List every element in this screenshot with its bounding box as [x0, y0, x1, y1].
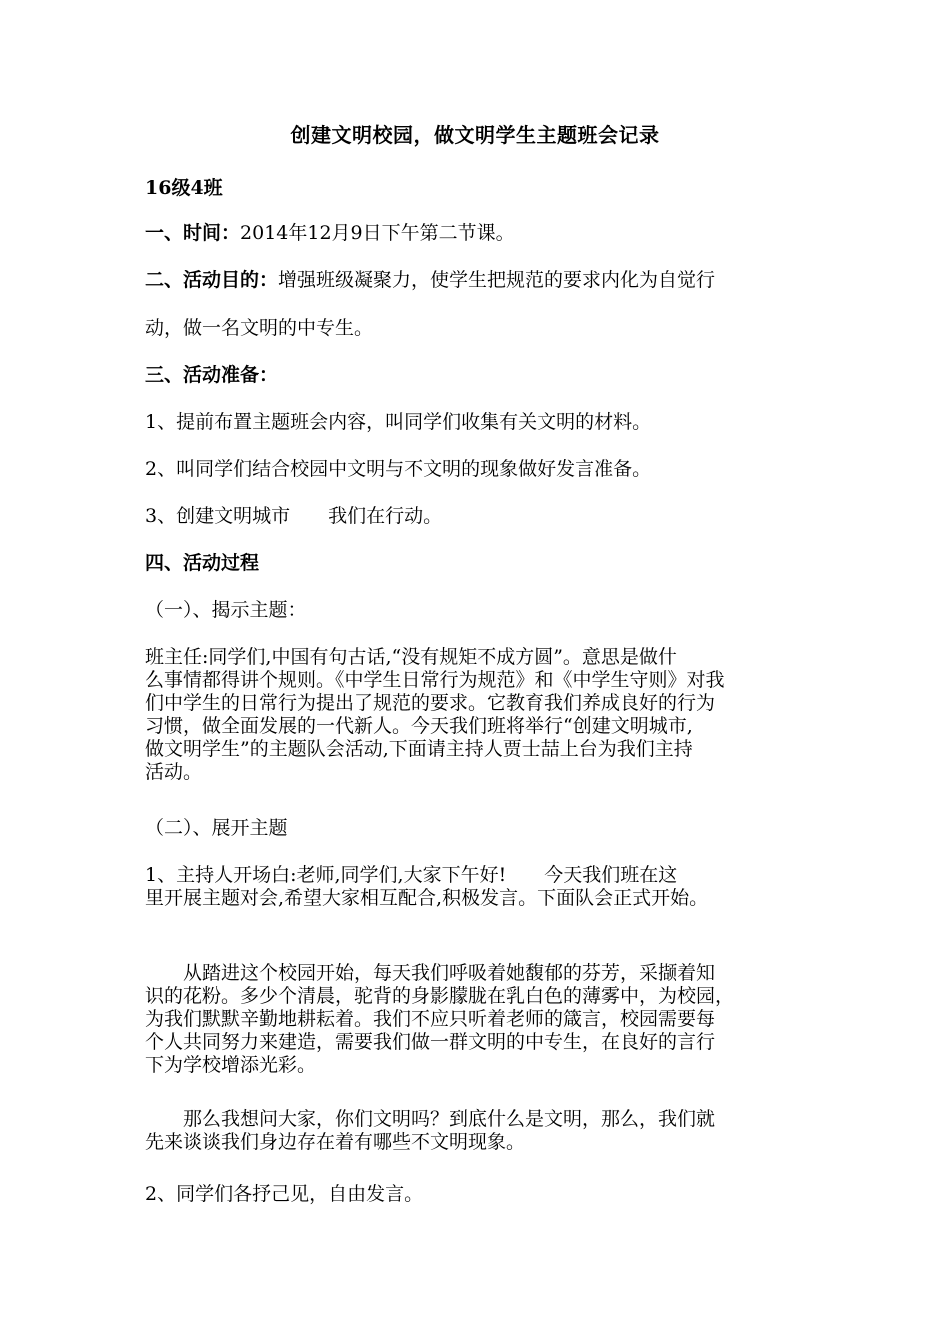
question-line: 那么我想问大家，你们文明吗？到底什么是文明，那么，我们就: [145, 1108, 716, 1130]
preparation-heading: 三、活动准备：: [145, 364, 279, 386]
time-label: 一、时间：: [145, 222, 241, 244]
part1-line: 们中学生的日常行为提出了规范的要求。它教育我们养成良好的行为: [145, 692, 716, 714]
part1-line: 班主任:同学们,中国有句古话,“没有规矩不成方圆”。意思是做什: [145, 646, 677, 668]
process-heading: 四、活动过程: [145, 552, 260, 574]
purpose-line-2: 动，做一名文明的中专生。: [145, 317, 374, 339]
purpose-label: 二、活动目的：: [145, 269, 279, 291]
part1-paragraph: [145, 646, 810, 784]
campus-paragraph: [145, 962, 810, 1077]
purpose-text-1: 增强班级凝聚力，使学生把规范的要求内化为自觉行: [278, 269, 716, 291]
part1-line: 做文明学生”的主题队会活动,下面请主持人贾士喆上台为我们主持: [145, 738, 693, 760]
campus-line: 下为学校增添光彩。: [145, 1054, 317, 1076]
preparation-item-1: 1、提前布置主题班会内容，叫同学们收集有关文明的材料。: [145, 411, 652, 433]
purpose-line-1: [145, 268, 715, 292]
class-name: 16级4班: [145, 177, 223, 199]
time-value: 2014年12月9日下午第二节课。: [240, 222, 515, 244]
part2-heading: （二）、展开主题: [145, 817, 288, 839]
campus-line: 为我们默默辛勤地耕耘着。我们不应只听着老师的箴言，校园需要每: [145, 1008, 716, 1030]
part1-line: 么事情都得讲个规则。《中学生日常行为规范》和《中学生守则》对我: [145, 669, 725, 691]
part1-line: 活动。: [145, 761, 203, 783]
part1-line: 习惯，做全面发展的一代新人。今天我们班将举行“创建文明城市,: [145, 715, 693, 737]
host-opening-line: 里开展主题对会,希望大家相互配合,积极发言。下面队会正式开始。: [145, 887, 709, 909]
campus-line: 识的花粉。多少个清晨，驼背的身影朦胧在乳白色的薄雾中，为校园，: [145, 985, 735, 1007]
host-opening-line: 1、主持人开场白:老师,同学们,大家下午好! 今天我们班在这: [145, 864, 678, 886]
question-paragraph: [145, 1108, 810, 1154]
campus-line: 从踏进这个校园开始，每天我们呼吸着她馥郁的芬芳，采撷着知: [145, 962, 716, 984]
preparation-item-2: 2、叫同学们结合校园中文明与不文明的现象做好发言准备。: [145, 458, 652, 480]
part1-heading: （一）、揭示主题：: [145, 599, 307, 621]
campus-line: 个人共同努力来建造，需要我们做一群文明的中专生，在良好的言行: [145, 1031, 716, 1053]
preparation-item-3: 3、创建文明城市 我们在行动。: [145, 505, 443, 527]
question-line: 先来谈谈我们身边存在着有哪些不文明现象。: [145, 1131, 526, 1153]
host-opening-paragraph: [145, 864, 810, 910]
document-title: 创建文明校园，做文明学生主题班会记录: [290, 123, 660, 147]
step2-line: 2、同学们各抒己见，自由发言。: [145, 1183, 424, 1205]
time-line: [145, 221, 515, 245]
